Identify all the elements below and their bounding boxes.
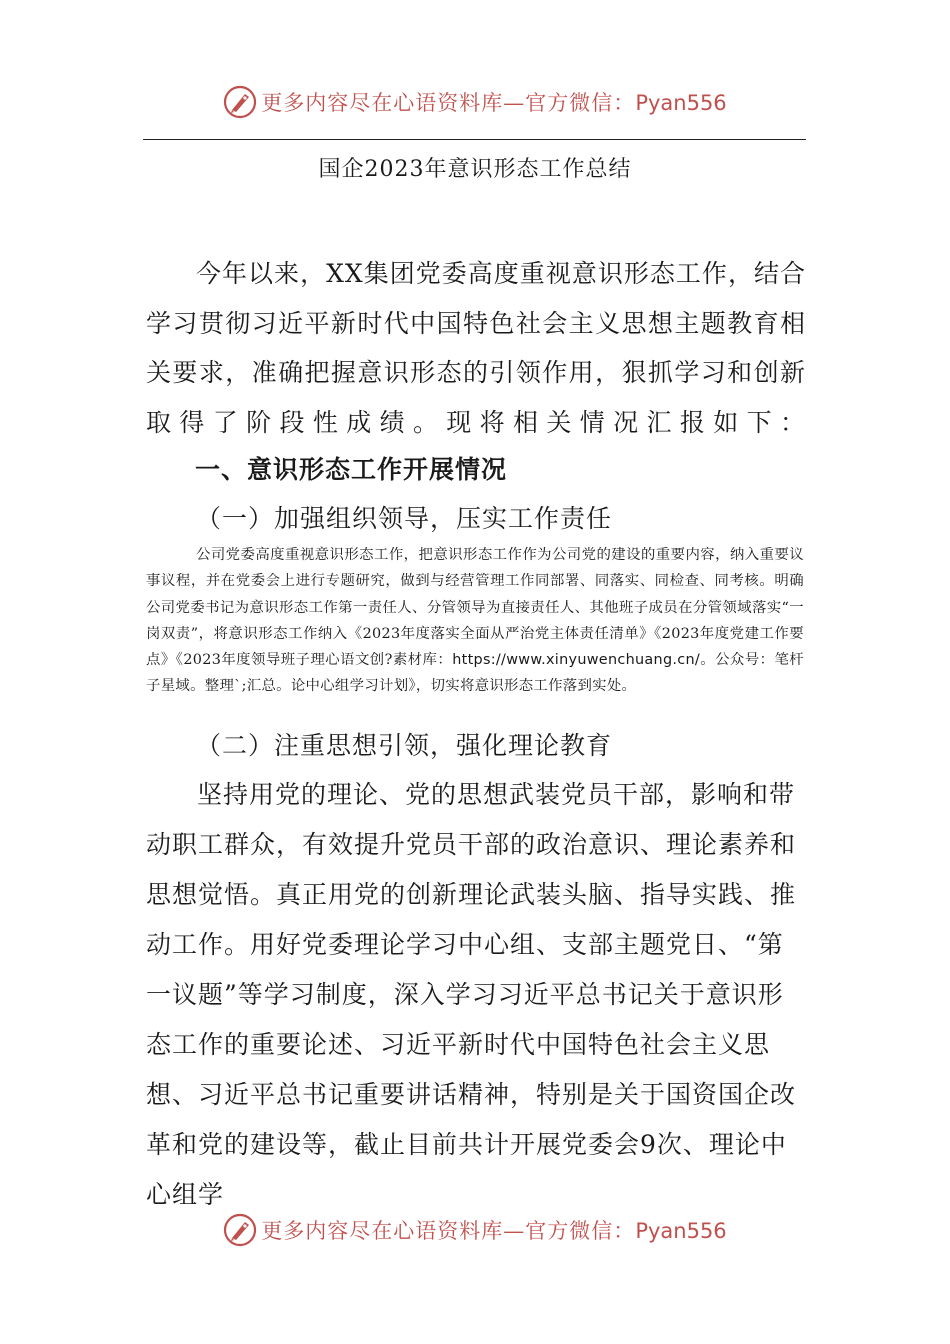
- subsection-heading-2: （二）注重思想引领，强化理论教育: [196, 731, 613, 760]
- banner-text: 更多内容尽在心语资料库—官方微信：Pyan556: [261, 91, 727, 115]
- subsection-1-body: 公司党委高度重视意识形态工作，把意识形态工作作为公司党的建设的重要内容，纳入重要议事议程，并在党委会上进行专题研究，做到与经营管理工作同部署、同落实、同检查、同考核。明确公司党委书记为意识形态工作第一责任人、分管领导为直接责任人、其他班子成员在分管领域落实“一岗双责”，将意识形态工作纳入《2023年度落实全面从严治党主体责任清单》《2023年度党建工作要点》《2023年度领导班子理心语文创?素材库：https://www.xinyuwenchuang.cn/。公众号：笔杆子星域。整理`;汇总。论中心组学习计划》，切实将意识形态工作落到实处。: [146, 547, 804, 695]
- banner-text: 更多内容尽在心语资料库—官方微信：Pyan556: [261, 1219, 727, 1243]
- subsection-heading-1: （一）加强组织领导，压实工作责任: [196, 504, 613, 533]
- section-heading-1: 一、意识形态工作开展情况: [195, 455, 508, 484]
- source-url: https://www.xinyuwenchuang.cn/: [452, 652, 701, 669]
- intro-paragraph: 今年以来，XX集团党委高度重视意识形态工作，结合学习贯彻习近平新时代中国特色社会主义思想主题教育相关要求，准确把握意识形态的引领作用，狠抓学习和创新取得了阶段性成绩。现将相关情况汇报如下：: [146, 259, 806, 437]
- footer-banner: [0, 1210, 950, 1250]
- subsection-2-body: 坚持用党的理论、党的思想武装党员干部，影响和带动职工群众，有效提升党员干部的政治意识、理论素养和思想觉悟。真正用党的创新理论武装头脑、指导实践、推动工作。用好党委理论学习中心组、支部主题党日、“第一议题”等学习制度，深入学习习近平总书记关于意识形态工作的重要论述、习近平新时代中国特色社会主义思想、习近平总书记重要讲话精神，特别是关于国资国企改革和党的建设等，截止目前共计开展党委会9次、理论中心组学: [146, 780, 797, 1209]
- header-banner: [0, 82, 950, 122]
- pen-nib-icon: [223, 85, 257, 119]
- pen-nib-icon: [223, 1213, 257, 1247]
- header-rule: [143, 139, 806, 140]
- page-title: 国企2023年意识形态工作总结: [318, 157, 632, 182]
